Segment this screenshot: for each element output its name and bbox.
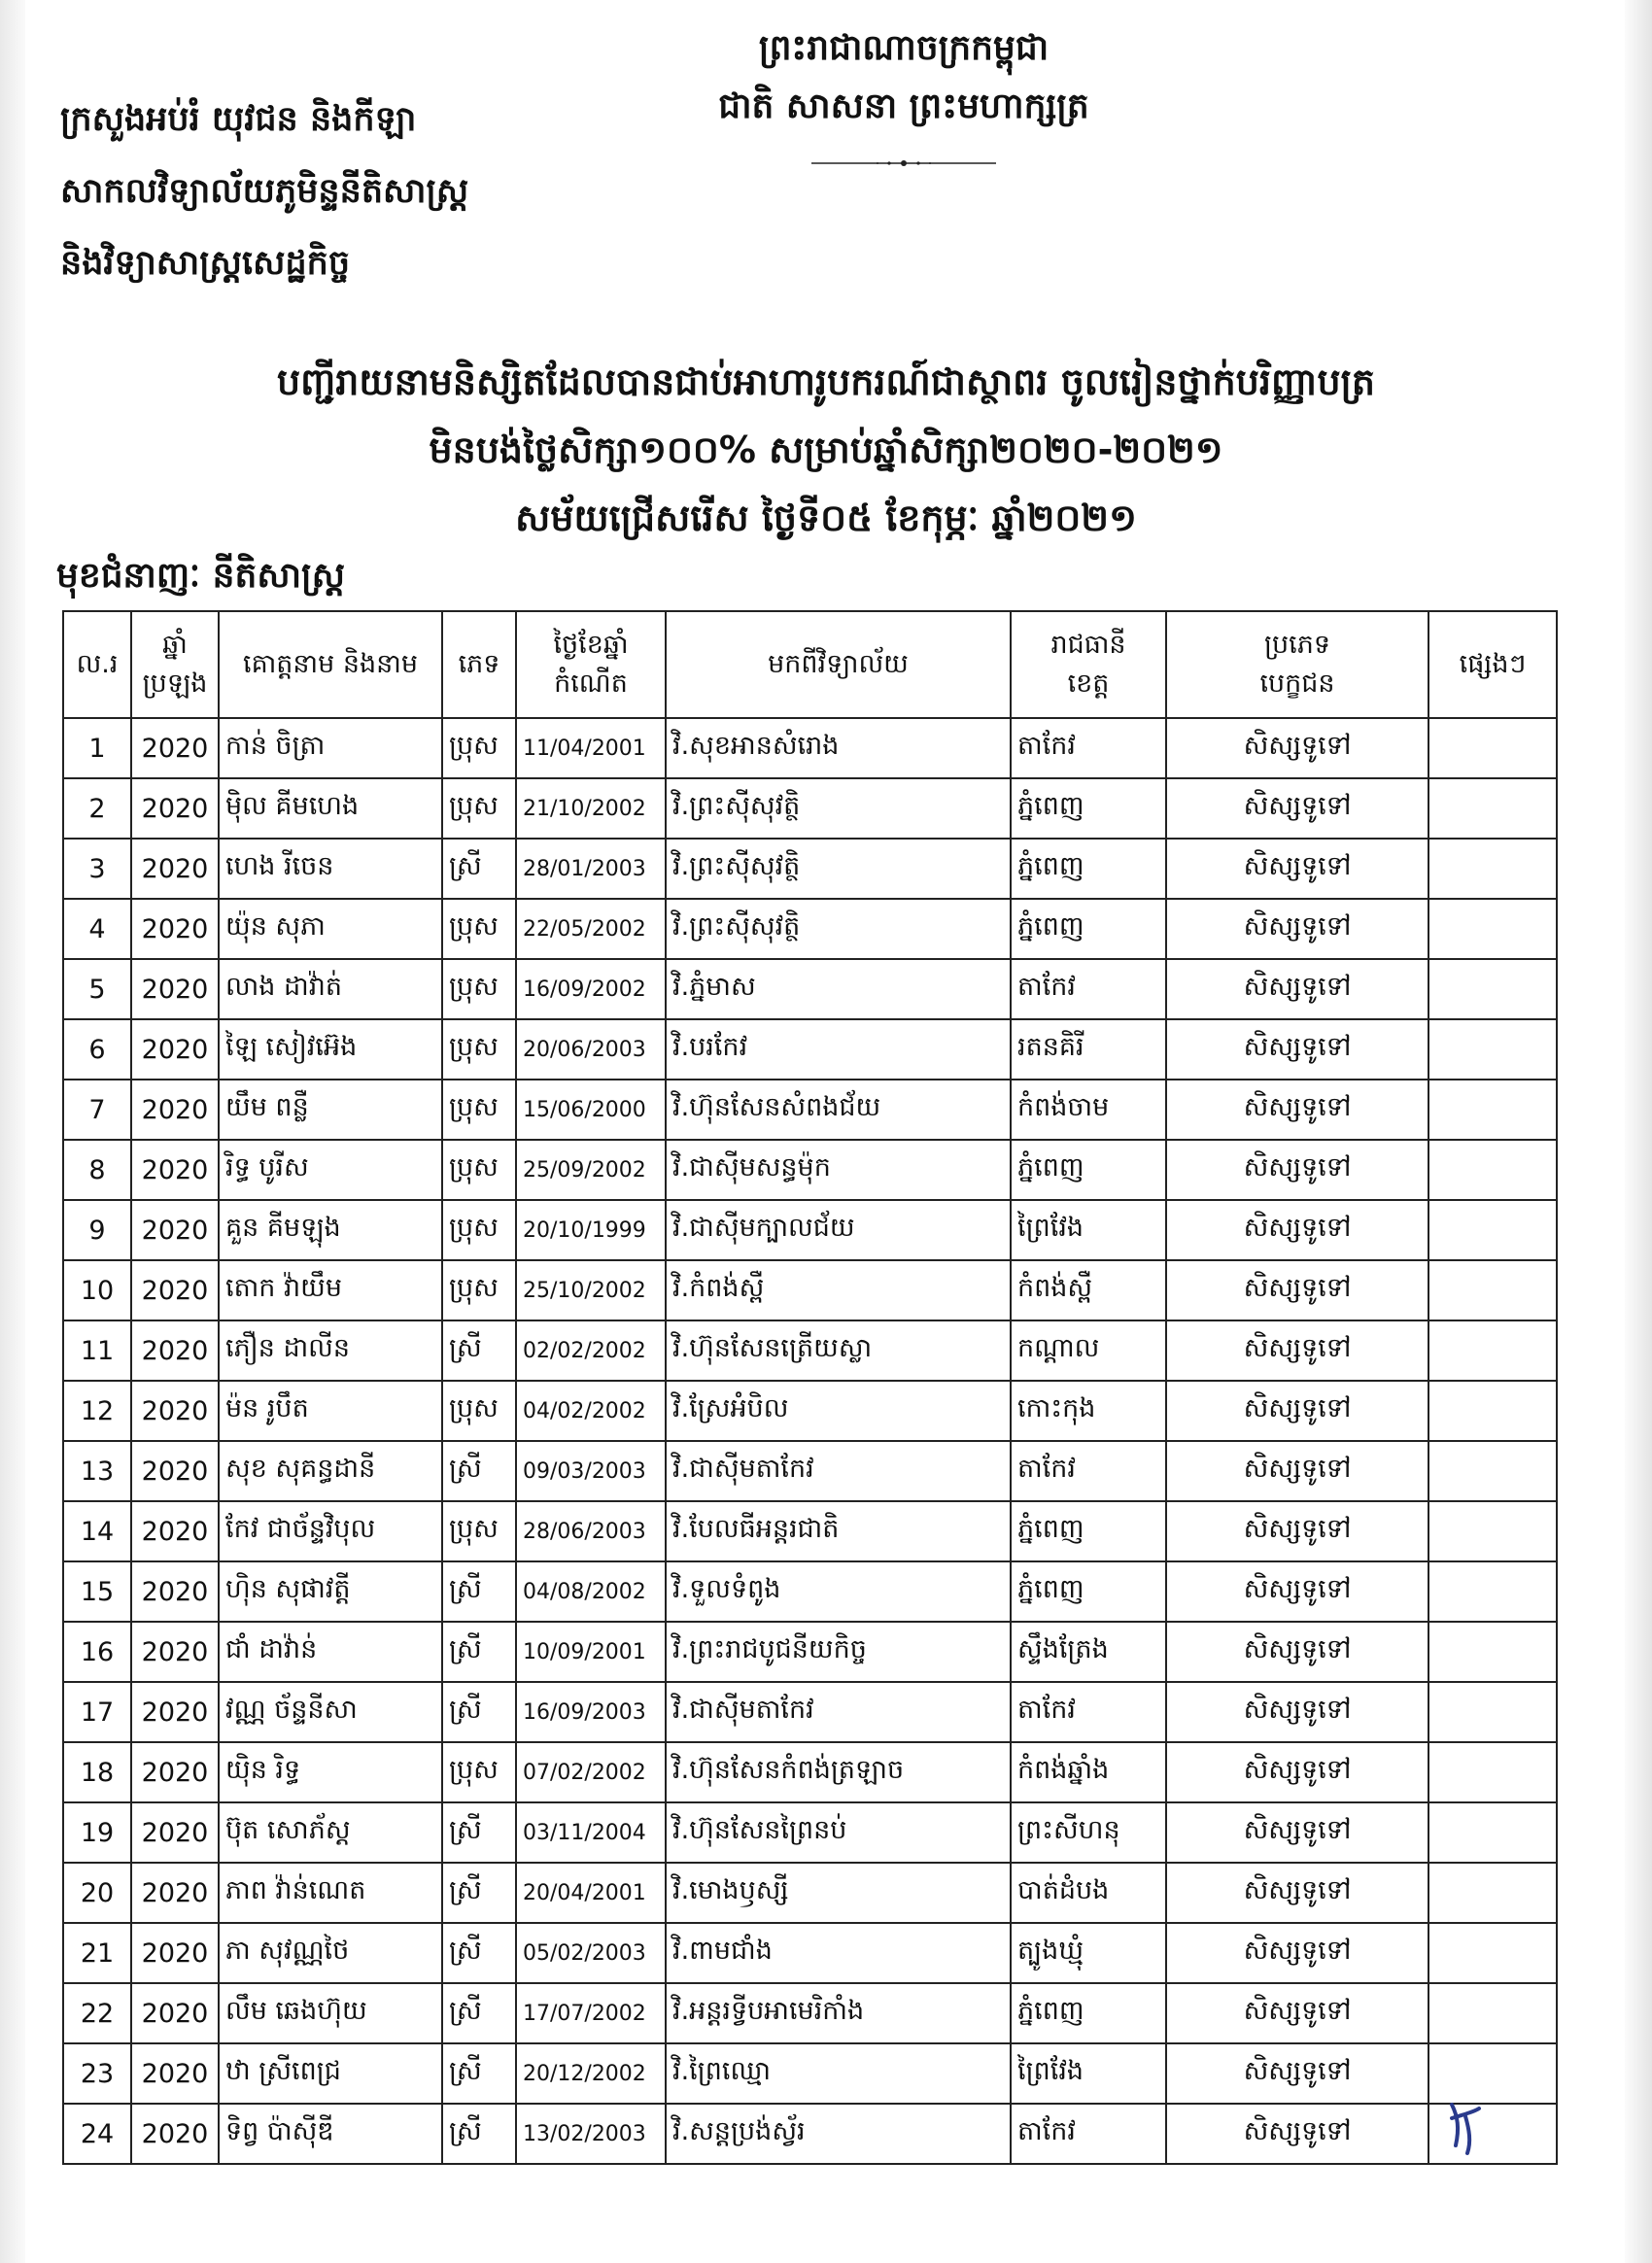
- cell-school: វិ.សន្តប្រង់ស្វ័រ: [666, 2104, 1011, 2164]
- cell-dob: 25/09/2002: [516, 1140, 666, 1200]
- cell-province: កំពង់ចាម: [1011, 1080, 1166, 1140]
- cell-name: យ៉ិន រិទ្ធ: [219, 1742, 442, 1802]
- cell-no: 17: [63, 1682, 131, 1742]
- cell-exam-year: 2020: [131, 1622, 219, 1682]
- cell-name: គួន គីមឡុង: [219, 1200, 442, 1260]
- cell-province: ស្ទឹងត្រែង: [1011, 1622, 1166, 1682]
- cell-name: ហ៊ិន សុផាវត្តី: [219, 1561, 442, 1622]
- table-row: [63, 1140, 1557, 1200]
- table-row: [63, 1320, 1557, 1381]
- cell-exam-year: 2020: [131, 1200, 219, 1260]
- header-category: [1166, 611, 1428, 718]
- cell-dob: 13/02/2003: [516, 2104, 666, 2164]
- cell-dob: 20/10/1999: [516, 1200, 666, 1260]
- cell-sex: ស្រី: [442, 1561, 516, 1622]
- header-exam-year-line2: ប្រឡង: [142, 669, 208, 699]
- cell-other: [1428, 1441, 1557, 1501]
- cell-exam-year: 2020: [131, 1260, 219, 1320]
- cell-category: សិស្សទូទៅ: [1166, 1320, 1428, 1381]
- cell-school: វិ.ហ៊ុនសែនកំពង់ត្រឡាច: [666, 1742, 1011, 1802]
- header-dob: [516, 611, 666, 718]
- table-row: [63, 718, 1557, 778]
- cell-school: វិ.ពាមជាំង: [666, 1923, 1011, 1983]
- cell-dob: 20/06/2003: [516, 1019, 666, 1080]
- cell-dob: 17/07/2002: [516, 1983, 666, 2043]
- cell-dob: 04/02/2002: [516, 1381, 666, 1441]
- cell-no: 24: [63, 2104, 131, 2164]
- cell-dob: 20/12/2002: [516, 2043, 666, 2104]
- cell-sex: ស្រី: [442, 1622, 516, 1682]
- title-line-1: បញ្ជីរាយនាមនិស្សិតដែលបានជាប់អាហារូបករណ៍ជាស្ថាពរ ចូលរៀនថ្នាក់បរិញ្ញាបត្រ: [276, 360, 1376, 403]
- cell-no: 13: [63, 1441, 131, 1501]
- cell-province: ភ្នំពេញ: [1011, 899, 1166, 959]
- cell-name: ឡៃ សៀវអ៊េង: [219, 1019, 442, 1080]
- cell-province: ភ្នំពេញ: [1011, 839, 1166, 899]
- cell-dob: 15/06/2000: [516, 1080, 666, 1140]
- cell-sex: ស្រី: [442, 1441, 516, 1501]
- cell-name: វណ្ណ ច័ន្ទនីសា: [219, 1682, 442, 1742]
- cell-province: កោះកុង: [1011, 1381, 1166, 1441]
- cell-sex: ស្រី: [442, 839, 516, 899]
- ornamental-divider-icon: [811, 157, 996, 169]
- cell-school: វិ.ព្រះស៊ីសុវត្ថិ: [666, 899, 1011, 959]
- cell-province: តាកែវ: [1011, 959, 1166, 1019]
- cell-no: 18: [63, 1742, 131, 1802]
- table-row: [63, 1802, 1557, 1863]
- cell-category: សិស្សទូទៅ: [1166, 1381, 1428, 1441]
- cell-dob: 05/02/2003: [516, 1923, 666, 1983]
- cell-dob: 28/06/2003: [516, 1501, 666, 1561]
- cell-exam-year: 2020: [131, 1742, 219, 1802]
- cell-other: [1428, 1019, 1557, 1080]
- cell-exam-year: 2020: [131, 1019, 219, 1080]
- cell-school: វិ.ព្រះស៊ីសុវត្ថិ: [666, 839, 1011, 899]
- cell-other: [1428, 1080, 1557, 1140]
- cell-other: [1428, 899, 1557, 959]
- cell-name: ទិព្វ ប៉ាស៊ីឌី: [219, 2104, 442, 2164]
- cell-sex: ស្រី: [442, 1682, 516, 1742]
- cell-school: វិ.អន្តរទ្វីបអាមេរិកាំង: [666, 1983, 1011, 2043]
- cell-name: ប៊ុត សោភ័ស្ត: [219, 1802, 442, 1863]
- cell-dob: 11/04/2001: [516, 718, 666, 778]
- cell-category: សិស្សទូទៅ: [1166, 1441, 1428, 1501]
- cell-province: ព្រះសីហនុ: [1011, 1802, 1166, 1863]
- document-title: [58, 348, 1594, 552]
- cell-exam-year: 2020: [131, 1320, 219, 1381]
- cell-no: 2: [63, 778, 131, 839]
- table-row: [63, 1441, 1557, 1501]
- cell-exam-year: 2020: [131, 2043, 219, 2104]
- cell-province: តាកែវ: [1011, 2104, 1166, 2164]
- header-no: ល.រ: [63, 611, 131, 718]
- scholarship-roster-table: [62, 610, 1558, 2165]
- cell-exam-year: 2020: [131, 1140, 219, 1200]
- table-row: [63, 2104, 1557, 2164]
- cell-school: វិ.សុខអានសំរោង: [666, 718, 1011, 778]
- cell-category: សិស្សទូទៅ: [1166, 1080, 1428, 1140]
- cell-sex: ប្រុស: [442, 1140, 516, 1200]
- table-row: [63, 1019, 1557, 1080]
- cell-sex: ប្រុស: [442, 1501, 516, 1561]
- cell-category: សិស្សទូទៅ: [1166, 839, 1428, 899]
- table-row: [63, 1200, 1557, 1260]
- cell-other: [1428, 839, 1557, 899]
- cell-exam-year: 2020: [131, 718, 219, 778]
- cell-dob: 16/09/2003: [516, 1682, 666, 1742]
- cell-exam-year: 2020: [131, 1983, 219, 2043]
- cell-sex: ប្រុស: [442, 959, 516, 1019]
- cell-exam-year: 2020: [131, 778, 219, 839]
- cell-dob: 07/02/2002: [516, 1742, 666, 1802]
- cell-no: 8: [63, 1140, 131, 1200]
- cell-no: 4: [63, 899, 131, 959]
- roster-body: [63, 718, 1557, 2164]
- cell-name: ម៉ិល គីមហេង: [219, 778, 442, 839]
- header-category-line1: ប្រភេទ: [1263, 630, 1331, 660]
- cell-other: [1428, 1682, 1557, 1742]
- cell-dob: 25/10/2002: [516, 1260, 666, 1320]
- cell-dob: 10/09/2001: [516, 1622, 666, 1682]
- cell-exam-year: 2020: [131, 1441, 219, 1501]
- cell-category: សិស្សទូទៅ: [1166, 1802, 1428, 1863]
- university-name-line1: សាកលវិទ្យាល័យភូមិន្ទនីតិសាស្ត្រ: [60, 172, 469, 211]
- cell-school: វិ.ហ៊ុនសែនសំពងជ័យ: [666, 1080, 1011, 1140]
- header-sex: ភេទ: [442, 611, 516, 718]
- cell-other: [1428, 1742, 1557, 1802]
- cell-school: វិ.ព្រៃឈ្មោ: [666, 2043, 1011, 2104]
- table-row: [63, 899, 1557, 959]
- table-row: [63, 1742, 1557, 1802]
- cell-name: ភាព វ៉ាន់ណេត: [219, 1863, 442, 1923]
- cell-sex: ស្រី: [442, 1320, 516, 1381]
- cell-dob: 03/11/2004: [516, 1802, 666, 1863]
- cell-name: តោក វ៉ាយឹម: [219, 1260, 442, 1320]
- table-row: [63, 1561, 1557, 1622]
- cell-province: ត្បូងឃ្មុំ: [1011, 1923, 1166, 1983]
- title-line-2: មិនបង់ថ្លៃសិក្សា១០០% សម្រាប់ឆ្នាំសិក្សា២០២០-២០២១: [429, 429, 1223, 471]
- cell-no: 3: [63, 839, 131, 899]
- table-row: [63, 1682, 1557, 1742]
- cell-school: វិ.ព្រះស៊ីសុវត្ថិ: [666, 778, 1011, 839]
- table-row: [63, 1923, 1557, 1983]
- cell-name: លាង ដាវ៉ាត់: [219, 959, 442, 1019]
- cell-school: វិ.ព្រះរាជបូជនីយកិច្ច: [666, 1622, 1011, 1682]
- cell-sex: ប្រុស: [442, 1742, 516, 1802]
- cell-dob: 16/09/2002: [516, 959, 666, 1019]
- cell-name: ភា សុវណ្ណថៃ: [219, 1923, 442, 1983]
- cell-province: ព្រៃវែង: [1011, 1200, 1166, 1260]
- cell-other: [1428, 1802, 1557, 1863]
- cell-no: 23: [63, 2043, 131, 2104]
- cell-name: សុខ សុគន្ធដានី: [219, 1441, 442, 1501]
- cell-dob: 04/08/2002: [516, 1561, 666, 1622]
- cell-exam-year: 2020: [131, 959, 219, 1019]
- cell-no: 9: [63, 1200, 131, 1260]
- cell-province: កណ្ដាល: [1011, 1320, 1166, 1381]
- cell-province: កំពង់ស្ពឺ: [1011, 1260, 1166, 1320]
- cell-exam-year: 2020: [131, 1561, 219, 1622]
- cell-province: តាកែវ: [1011, 1441, 1166, 1501]
- cell-other: [1428, 1501, 1557, 1561]
- header-exam-year: [131, 611, 219, 718]
- kingdom-title: ព្រះរាជាណាចក្រកម្ពុជា: [758, 28, 1050, 68]
- cell-sex: ប្រុស: [442, 1260, 516, 1320]
- header-province: [1011, 611, 1166, 718]
- cell-exam-year: 2020: [131, 839, 219, 899]
- cell-school: វិ.មោងឫស្សី: [666, 1863, 1011, 1923]
- table-row: [63, 839, 1557, 899]
- cell-category: សិស្សទូទៅ: [1166, 1561, 1428, 1622]
- cell-sex: ប្រុស: [442, 778, 516, 839]
- header-category-line2: បេក្ខជន: [1259, 669, 1335, 699]
- cell-dob: 28/01/2003: [516, 839, 666, 899]
- page-shadow-left: [0, 0, 25, 2263]
- cell-category: សិស្សទូទៅ: [1166, 1501, 1428, 1561]
- cell-sex: ស្រី: [442, 1983, 516, 2043]
- cell-category: សិស្សទូទៅ: [1166, 899, 1428, 959]
- cell-other: [1428, 1983, 1557, 2043]
- cell-province: ភ្នំពេញ: [1011, 1561, 1166, 1622]
- cell-school: វិ.កំពង់ស្ពឺ: [666, 1260, 1011, 1320]
- cell-name: ឋា ស្រីពេជ្រ: [219, 2043, 442, 2104]
- cell-category: សិស្សទូទៅ: [1166, 1742, 1428, 1802]
- cell-no: 11: [63, 1320, 131, 1381]
- cell-name: លឹម ឆេងហ៊ុយ: [219, 1983, 442, 2043]
- header-province-line1: រាជធានី: [1050, 630, 1126, 660]
- table-row: [63, 778, 1557, 839]
- cell-province: កំពង់ឆ្នាំង: [1011, 1742, 1166, 1802]
- cell-no: 5: [63, 959, 131, 1019]
- cell-other: [1428, 778, 1557, 839]
- cell-category: សិស្សទូទៅ: [1166, 1983, 1428, 2043]
- cell-sex: ប្រុស: [442, 1200, 516, 1260]
- cell-school: វិ.បែលធីអន្តរជាតិ: [666, 1501, 1011, 1561]
- table-row: [63, 1622, 1557, 1682]
- cell-other: [1428, 1863, 1557, 1923]
- cell-exam-year: 2020: [131, 2104, 219, 2164]
- cell-other: [1428, 1923, 1557, 1983]
- cell-category: សិស្សទូទៅ: [1166, 1200, 1428, 1260]
- cell-category: សិស្សទូទៅ: [1166, 1682, 1428, 1742]
- cell-name: ម៉ន រូបឹត: [219, 1381, 442, 1441]
- institution-header: [60, 84, 604, 299]
- cell-category: សិស្សទូទៅ: [1166, 778, 1428, 839]
- cell-no: 22: [63, 1983, 131, 2043]
- cell-sex: ស្រី: [442, 1923, 516, 1983]
- cell-no: 12: [63, 1381, 131, 1441]
- cell-category: សិស្សទូទៅ: [1166, 1260, 1428, 1320]
- cell-exam-year: 2020: [131, 1080, 219, 1140]
- cell-dob: 20/04/2001: [516, 1863, 666, 1923]
- header-dob-line1: ថ្ងៃខែឆ្នាំ: [553, 630, 629, 660]
- cell-name: ហេង រីចេន: [219, 839, 442, 899]
- cell-dob: 09/03/2003: [516, 1441, 666, 1501]
- table-row: [63, 959, 1557, 1019]
- table-row: [63, 1501, 1557, 1561]
- cell-school: វិ.ហ៊ុនសែនត្រើយស្លា: [666, 1320, 1011, 1381]
- cell-no: 21: [63, 1923, 131, 1983]
- cell-name: កាន់ ចិត្រា: [219, 718, 442, 778]
- cell-other: [1428, 1260, 1557, 1320]
- table-row: [63, 1863, 1557, 1923]
- cell-category: សិស្សទូទៅ: [1166, 1863, 1428, 1923]
- cell-province: តាកែវ: [1011, 1682, 1166, 1742]
- cell-category: សិស្សទូទៅ: [1166, 2104, 1428, 2164]
- cell-school: វិ.បរកែវ: [666, 1019, 1011, 1080]
- table-row: [63, 1381, 1557, 1441]
- cell-no: 14: [63, 1501, 131, 1561]
- header-name: គោត្តនាម និងនាម: [219, 611, 442, 718]
- header-dob-line2: កំណើត: [554, 669, 628, 699]
- title-line-3: សម័យជ្រើសរើស ថ្ងៃទី០៥ ខែកុម្ភៈ ឆ្នាំ២០២១: [515, 497, 1137, 539]
- cell-school: វិ.ស្រែអំបិល: [666, 1381, 1011, 1441]
- cell-province: តាកែវ: [1011, 718, 1166, 778]
- cell-other: [1428, 1200, 1557, 1260]
- cell-province: ភ្នំពេញ: [1011, 778, 1166, 839]
- cell-sex: ស្រី: [442, 1802, 516, 1863]
- header-other: ផ្សេងៗ: [1428, 611, 1557, 718]
- cell-school: វិ.ទួលទំពូង: [666, 1561, 1011, 1622]
- cell-school: វិ.ជាស៊ីមសន្ធម៉ុក: [666, 1140, 1011, 1200]
- cell-exam-year: 2020: [131, 1501, 219, 1561]
- cell-sex: ប្រុស: [442, 718, 516, 778]
- cell-sex: ប្រុស: [442, 1019, 516, 1080]
- cell-exam-year: 2020: [131, 1863, 219, 1923]
- cell-sex: ប្រុស: [442, 1080, 516, 1140]
- cell-other: [1428, 1320, 1557, 1381]
- cell-sex: ប្រុស: [442, 899, 516, 959]
- cell-no: 7: [63, 1080, 131, 1140]
- cell-sex: ស្រី: [442, 2104, 516, 2164]
- cell-school: វិ.ជាស៊ីមតាកែវ: [666, 1441, 1011, 1501]
- cell-name: យឹម ពន្លឺ: [219, 1080, 442, 1140]
- cell-no: 6: [63, 1019, 131, 1080]
- cell-category: សិស្សទូទៅ: [1166, 1140, 1428, 1200]
- cell-category: សិស្សទូទៅ: [1166, 718, 1428, 778]
- cell-category: សិស្សទូទៅ: [1166, 959, 1428, 1019]
- cell-name: ភឿន ដាលីន: [219, 1320, 442, 1381]
- cell-dob: 21/10/2002: [516, 778, 666, 839]
- cell-category: សិស្សទូទៅ: [1166, 2043, 1428, 2104]
- kingdom-header: [700, 19, 1108, 169]
- cell-other: [1428, 2043, 1557, 2104]
- national-motto: ជាតិ សាសនា ព្រះមហាក្សត្រ: [718, 86, 1089, 126]
- cell-name: ជាំ ដាវ៉ាន់: [219, 1622, 442, 1682]
- table-row: [63, 1983, 1557, 2043]
- cell-school: វិ.ជាស៊ីមក្បាលជ័យ: [666, 1200, 1011, 1260]
- cell-category: សិស្សទូទៅ: [1166, 1019, 1428, 1080]
- cell-province: ព្រៃវែង: [1011, 2043, 1166, 2104]
- table-row: [63, 2043, 1557, 2104]
- cell-other: [1428, 1561, 1557, 1622]
- cell-no: 15: [63, 1561, 131, 1622]
- cell-no: 16: [63, 1622, 131, 1682]
- cell-exam-year: 2020: [131, 1682, 219, 1742]
- major-label: មុខជំនាញៈ នីតិសាស្ត្រ: [56, 556, 346, 596]
- header-exam-year-line1: ឆ្នាំ: [162, 630, 188, 660]
- cell-sex: ស្រី: [442, 2043, 516, 2104]
- handwritten-tick-mark-icon: [1446, 2099, 1485, 2157]
- table-header-row: [63, 611, 1557, 718]
- cell-exam-year: 2020: [131, 899, 219, 959]
- cell-exam-year: 2020: [131, 1923, 219, 1983]
- cell-school: វិ.ភ្នំមាស: [666, 959, 1011, 1019]
- cell-school: វិ.ជាស៊ីមតាកែវ: [666, 1682, 1011, 1742]
- cell-name: កែវ ជាច័ន្ទវិបុល: [219, 1501, 442, 1561]
- cell-province: ភ្នំពេញ: [1011, 1140, 1166, 1200]
- cell-sex: ស្រី: [442, 1863, 516, 1923]
- page-shadow-right: [1625, 0, 1652, 2263]
- cell-other: [1428, 1622, 1557, 1682]
- cell-other: [1428, 1140, 1557, 1200]
- cell-other: [1428, 1381, 1557, 1441]
- cell-other: [1428, 959, 1557, 1019]
- cell-other: [1428, 718, 1557, 778]
- cell-province: រតនគិរី: [1011, 1019, 1166, 1080]
- cell-province: ភ្នំពេញ: [1011, 1983, 1166, 2043]
- cell-province: បាត់ដំបង: [1011, 1863, 1166, 1923]
- header-school: មកពីវិទ្យាល័យ: [666, 611, 1011, 718]
- header-province-line2: ខេត្ត: [1067, 669, 1110, 699]
- cell-dob: 02/02/2002: [516, 1320, 666, 1381]
- ministry-name: ក្រសួងអប់រំ យុវជន និងកីឡា: [60, 100, 417, 139]
- cell-no: 20: [63, 1863, 131, 1923]
- table-row: [63, 1080, 1557, 1140]
- cell-school: វិ.ហ៊ុនសែនព្រៃនប់: [666, 1802, 1011, 1863]
- cell-category: សិស្សទូទៅ: [1166, 1622, 1428, 1682]
- cell-category: សិស្សទូទៅ: [1166, 1923, 1428, 1983]
- cell-dob: 22/05/2002: [516, 899, 666, 959]
- university-name-line2: និងវិទ្យាសាស្ត្រសេដ្ឋកិច្ច: [60, 244, 351, 283]
- cell-name: រិទ្ធ បូរីស: [219, 1140, 442, 1200]
- cell-province: ភ្នំពេញ: [1011, 1501, 1166, 1561]
- cell-no: 19: [63, 1802, 131, 1863]
- cell-name: យ៉ុន សុភា: [219, 899, 442, 959]
- cell-no: 1: [63, 718, 131, 778]
- cell-exam-year: 2020: [131, 1381, 219, 1441]
- cell-sex: ប្រុស: [442, 1381, 516, 1441]
- table-row: [63, 1260, 1557, 1320]
- cell-no: 10: [63, 1260, 131, 1320]
- cell-exam-year: 2020: [131, 1802, 219, 1863]
